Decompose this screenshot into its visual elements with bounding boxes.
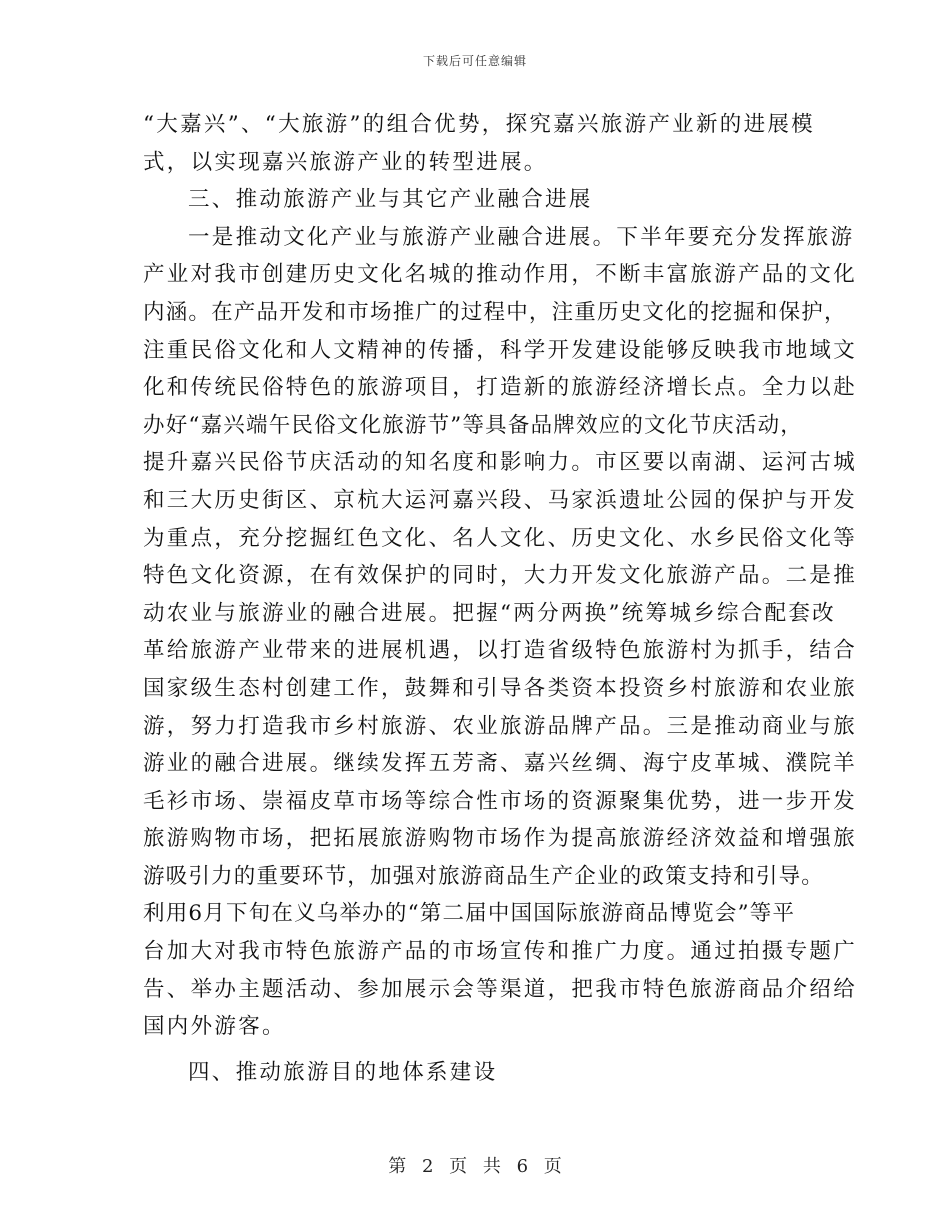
footer-suffix: 页 <box>543 1156 562 1177</box>
text-line: 国家级生态村创建工作，鼓舞和引导各类资本投资乡村旅游和农业旅 <box>143 675 858 701</box>
text-line: 告、举办主题活动、参加展示会等渠道，把我市特色旅游商品介绍给 <box>143 976 858 1002</box>
total-page-count: 6 <box>516 1156 529 1177</box>
page-header-note: 下载后可任意编辑 <box>422 54 527 68</box>
footer-total-word: 共 <box>482 1156 501 1177</box>
text-line: 游，努力打造我市乡村旅游、农业旅游品牌产品。三是推动商业与旅 <box>143 713 858 739</box>
text-line: 内涵。在产品开发和市场推广的过程中，注重历史文化的挖掘和保护， <box>143 299 847 325</box>
footer-prefix: 第 <box>388 1156 407 1177</box>
section-heading: 四、推动旅游目的地体系建设 <box>188 1059 498 1085</box>
text-line: 旅游购物市场，把拓展旅游购物市场作为提高旅游经济效益和增强旅 <box>143 826 858 852</box>
text-line: 特色文化资源，在有效保护的同时，大力开发文化旅游产品。二是推 <box>143 563 858 589</box>
text-line: 动农业与旅游业的融合进展。把握“两分两换”统筹城乡综合配套改 <box>143 600 836 626</box>
footer-page-word: 页 <box>449 1156 468 1177</box>
document-body <box>143 106 858 1091</box>
text-line: 产业对我市创建历史文化名城的推动作用，不断丰富旅游产品的文化 <box>143 262 858 288</box>
text-line: 游业的融合进展。继续发挥五芳斋、嘉兴丝绸、海宁皮革城、濮院羊 <box>143 751 858 777</box>
text-line: 国内外游客。 <box>143 1014 286 1040</box>
text-line: 革给旅游产业带来的进展机遇，以打造省级特色旅游村为抓手，结合 <box>143 638 858 664</box>
text-line: 为重点，充分挖掘红色文化、名人文化、历史文化、水乡民俗文化等 <box>143 525 858 551</box>
text-line: 提升嘉兴民俗节庆活动的知名度和影响力。市区要以南湖、运河古城 <box>143 450 858 476</box>
text-line: 化和传统民俗特色的旅游项目，打造新的旅游经济增长点。全力以赴 <box>143 375 858 401</box>
section-heading: 三、推动旅游产业与其它产业融合进展 <box>188 187 593 213</box>
page-number-footer <box>0 1152 950 1178</box>
text-line: 游吸引力的重要环节，加强对旅游商品生产企业的政策支持和引导。 <box>143 863 825 889</box>
text-line: 台加大对我市特色旅游产品的市场宣传和推广力度。通过拍摄专题广 <box>143 939 858 965</box>
text-line: 注重民俗文化和人文精神的传播，科学开发建设能够反映我市地域文 <box>143 337 858 363</box>
text-line: 利用6月下旬在义乌举办的“第二届中国国际旅游商品博览会”等平 <box>143 901 796 927</box>
text-line: 式，以实现嘉兴旅游产业的转型进展。 <box>143 149 548 175</box>
text-line: 和三大历史街区、京杭大运河嘉兴段、马家浜遗址公园的保护与开发 <box>143 487 858 513</box>
text-line: “大嘉兴”、“大旅游”的组合优势，探究嘉兴旅游产业新的进展模 <box>143 112 815 137</box>
text-line: 一是推动文化产业与旅游产业融合进展。下半年要充分发挥旅游 <box>188 224 855 250</box>
text-line: 毛衫市场、崇福皮草市场等综合性市场的资源聚集优势，进一步开发 <box>143 788 858 814</box>
text-line: 办好“嘉兴端午民俗文化旅游节”等具备品牌效应的文化节庆活动， <box>143 412 803 438</box>
current-page-number: 2 <box>421 1156 434 1177</box>
